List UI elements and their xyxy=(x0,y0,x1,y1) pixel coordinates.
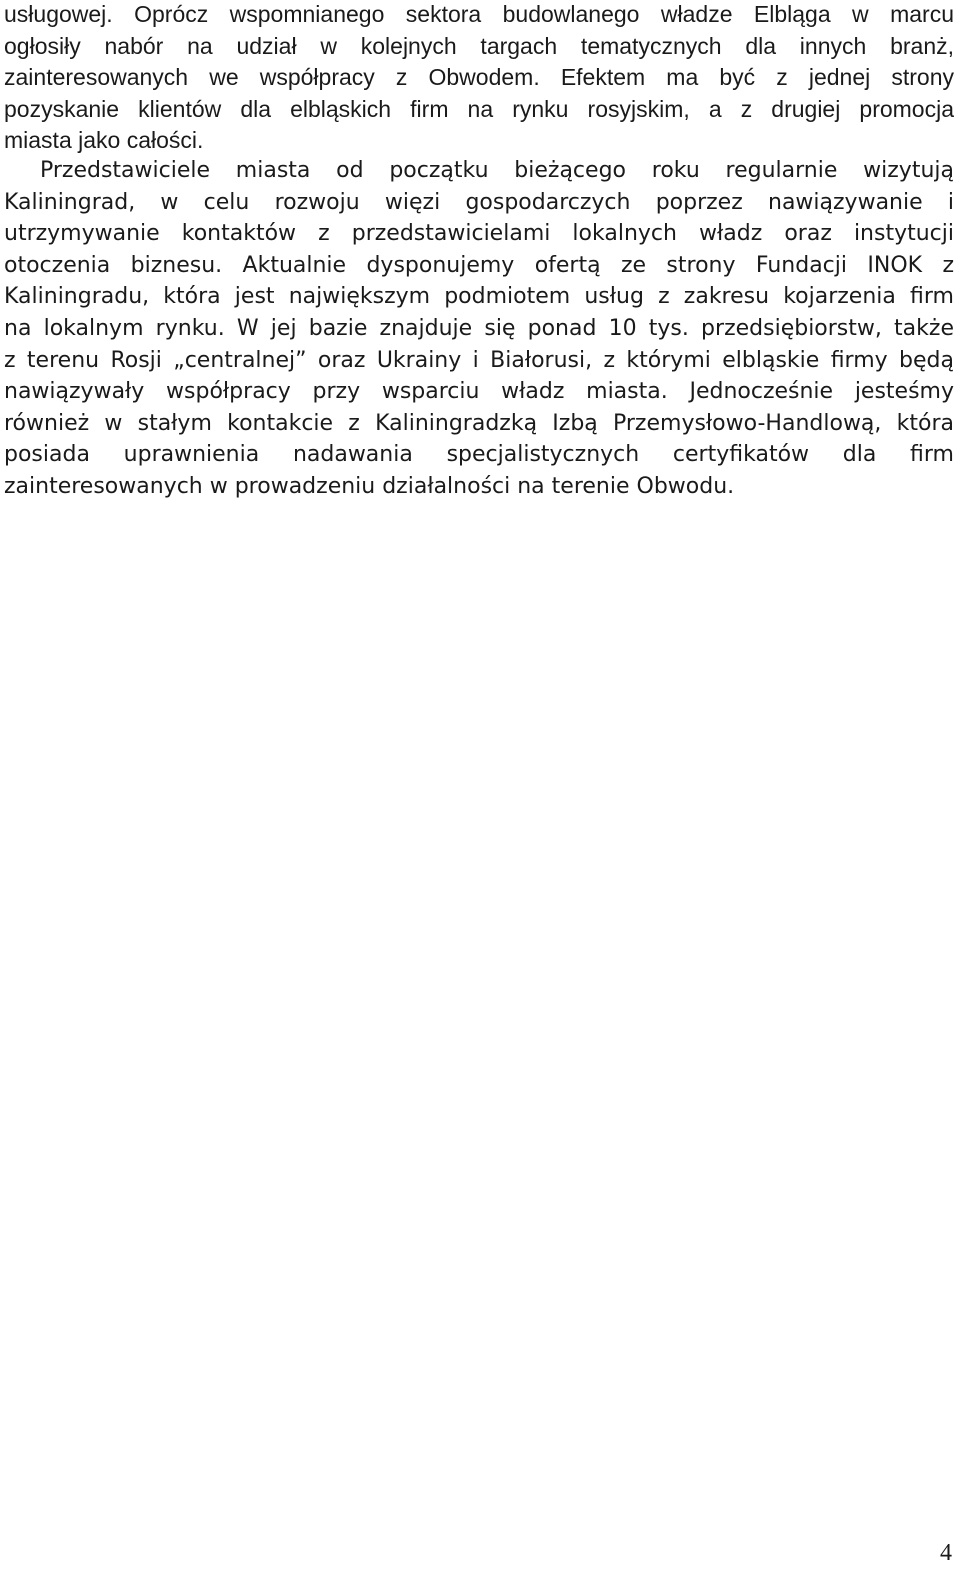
paragraph-line: zainteresowanych w prowadzeniu działalności na terenie Obwodu. xyxy=(4,473,735,499)
page-number: 4 xyxy=(940,1540,952,1566)
paragraph-line: Kaliningradu, która jest największym podmiotem usług z zakresu kojarzenia firm xyxy=(4,284,954,310)
paragraph-line: usługowej. Oprócz wspomnianego sektora budowlanego władze Elbląga w marcu xyxy=(4,1,954,27)
paragraph-line: Kaliningrad, w celu rozwoju więzi gospodarczych poprzez nawiązywanie i xyxy=(4,189,954,215)
paragraph-line: miasta jako całości. xyxy=(4,127,204,154)
paragraph-line: na lokalnym rynku. W jej bazie znajduje się ponad 10 tys. przedsiębiorstw, także xyxy=(4,315,954,341)
paragraph-line: również w stałym kontakcie z Kaliningradzką Izbą Przemysłowo-Handlową, która xyxy=(4,410,954,436)
paragraph-line: ogłosiły nabór na udział w kolejnych targach tematycznych dla innych branż, xyxy=(4,32,954,59)
paragraph-line: utrzymywanie kontaktów z przedstawicielami lokalnych władz oraz instytucji xyxy=(4,221,954,247)
paragraph-line: otoczenia biznesu. Aktualnie dysponujemy ofertą ze strony Fundacji INOK z xyxy=(4,252,954,278)
paragraph-line: Przedstawiciele miasta od początku bieżącego roku regularnie wizytują xyxy=(40,158,954,183)
paragraph-line: zainteresowanych we współpracy z Obwodem. Efektem ma być z jednej strony xyxy=(4,64,954,91)
paragraph-line: z terenu Rosji „centralnej” oraz Ukrainy i Białorusi, z którymi elbląskie firmy będą xyxy=(4,347,954,373)
paragraph-line: pozyskanie klientów dla elbląskich firm na rynku rosyjskim, a z drugiej promocja xyxy=(4,95,954,122)
paragraph-line: nawiązywały współpracy przy wsparciu władz miasta. Jednocześnie jesteśmy xyxy=(4,379,954,405)
paragraph-2 xyxy=(4,155,954,503)
paragraph-line: posiada uprawnienia nadawania specjalistycznych certyfikatów dla firm xyxy=(4,442,954,468)
paragraph-1 xyxy=(4,0,954,157)
